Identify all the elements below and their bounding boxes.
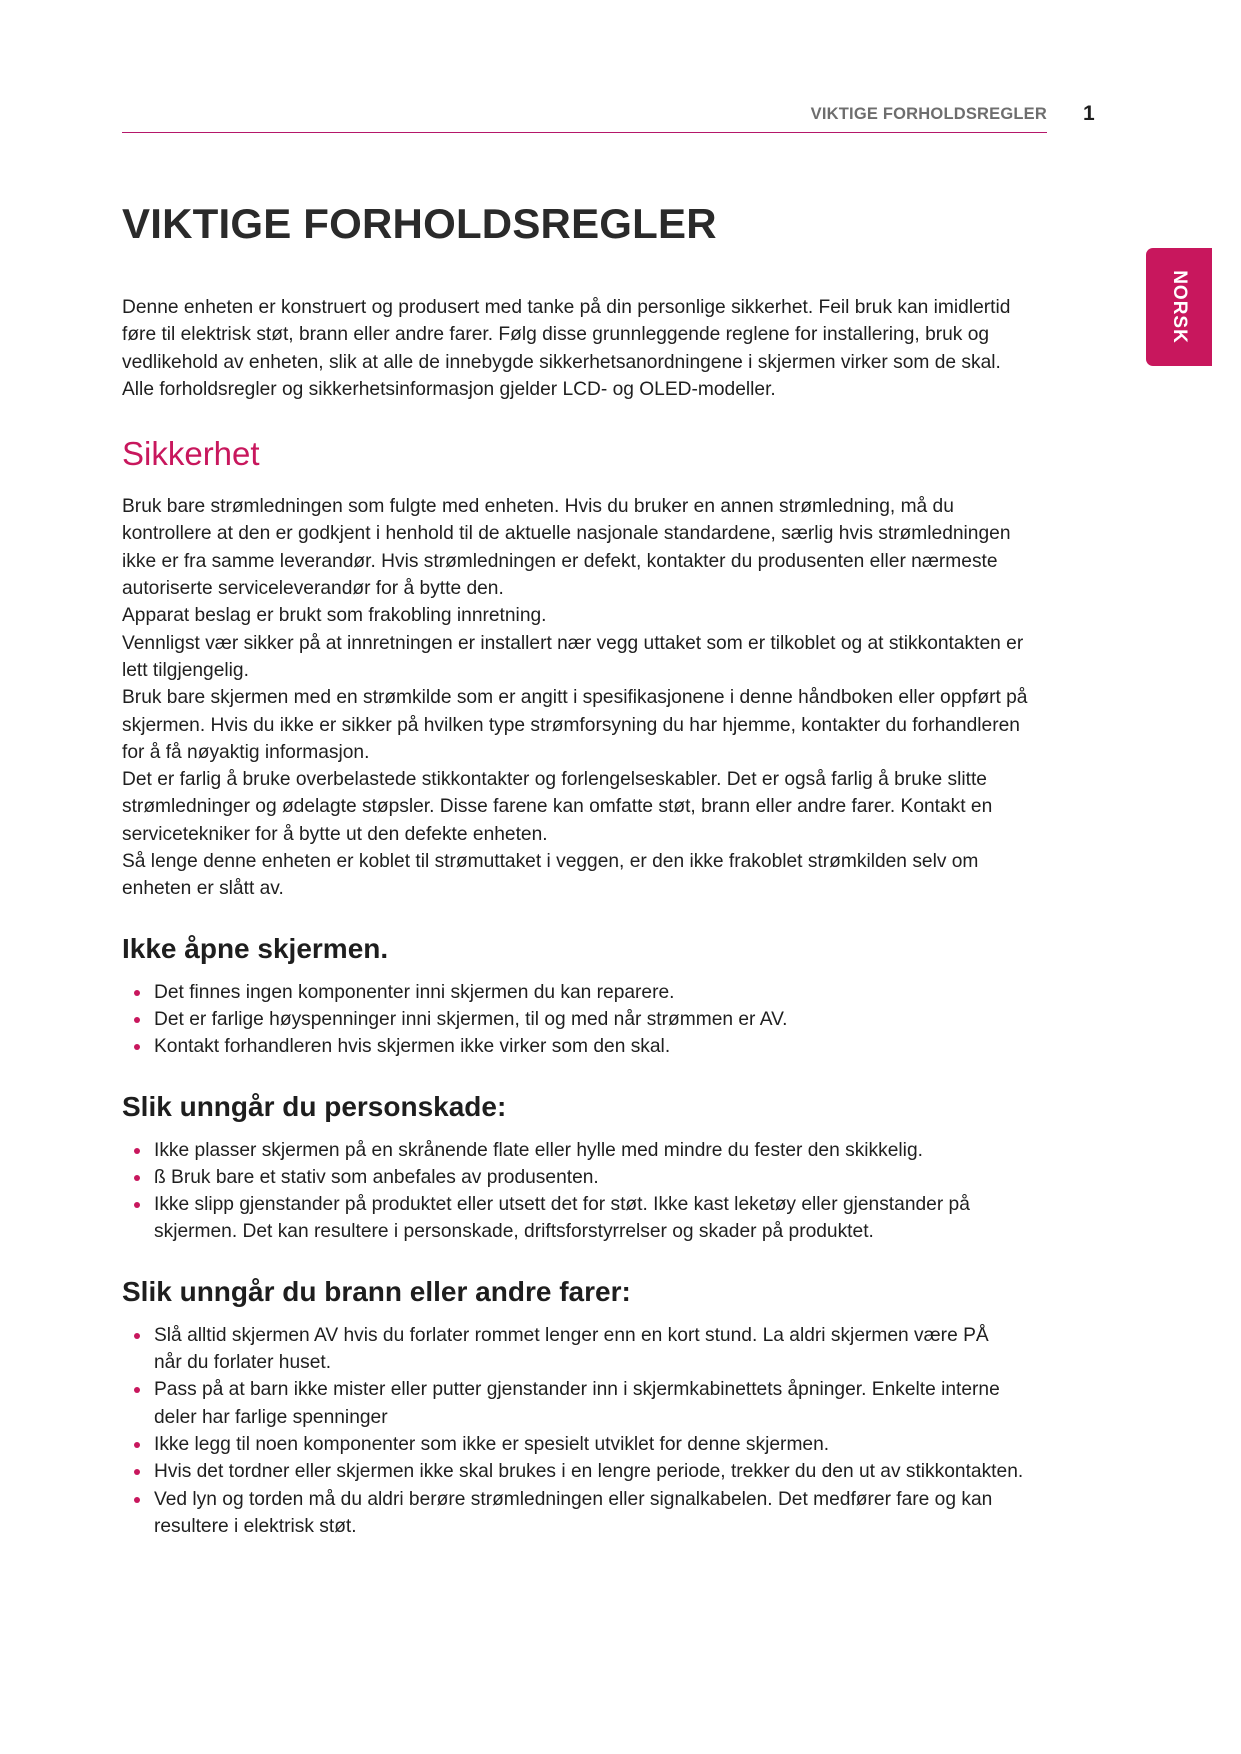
bullet-list [122, 1137, 1097, 1246]
safety-line: Bruk bare skjermen med en strømkilde som er angitt i spesifikasjonene i denne håndboken eller oppført på [122, 687, 1028, 709]
language-tab [1146, 248, 1212, 366]
safety-line: kontrollere at den er godkjent i henhold til de aktuelle nasjonale standardene, særlig hvis strømledningen [122, 523, 1011, 545]
safety-line: enheten er slått av. [122, 878, 284, 900]
safety-line: strømledninger og ødelagte støpsler. Disse farene kan omfatte støt, brann eller andre farer. Kontakt en [122, 796, 993, 818]
bullet-dot-icon [134, 1442, 140, 1448]
safety-line: Vennligst vær sikker på at innretningen er installert nær vegg uttaket som er tilkoblet og at stikkontakten er [122, 632, 1024, 654]
safety-line: autoriserte serviceleverandør for å bytte den. [122, 578, 504, 600]
page-title: VIKTIGE FORHOLDSREGLER [122, 200, 717, 247]
safety-line: skjermen. Hvis du ikke er sikker på hvilken type strømforsyning du har hjemme, kontakter du forhandleren [122, 714, 1020, 736]
list-item: Det er farlige høyspenninger inni skjermen, til og med når strømmen er AV. [122, 1006, 1097, 1033]
safety-line: Bruk bare strømledningen som fulgte med enheten. Hvis du bruker en annen strømledning, må du [122, 496, 954, 518]
list-item: Slå alltid skjermen AV hvis du forlater rommet lenger enn en kort stund. La aldri skjermen være PÅ når du forlater huset. [122, 1322, 1097, 1377]
bullet-list [122, 1322, 1097, 1540]
list-item: Ikke slipp gjenstander på produktet eller utsett det for støt. Ikke kast leketøy eller gjenstander på skjermen. Det kan resultere i personskade, driftsforstyrrelser og skader på produktet. [122, 1191, 1097, 1246]
section-heading-do-not-open: Ikke åpne skjermen. [122, 932, 389, 964]
intro-line: føre til elektrisk støt, brann eller andre farer. Følg disse grunnleggende reglene for installering, bruk og [122, 324, 990, 346]
language-tab-label: NORSK [1169, 270, 1190, 344]
list-item: Ved lyn og torden må du aldri berøre strømledningen eller signalkabelen. Det medfører fare og kan resultere i elektrisk støt. [122, 1486, 1097, 1541]
list-item: Det finnes ingen komponenter inni skjermen du kan reparere. [122, 979, 1097, 1006]
bullet-dot-icon [134, 1148, 140, 1154]
intro-paragraph [122, 294, 1097, 403]
intro-line: vedlikehold av enheten, slik at alle de innebygde sikkerhetsanordningene i skjermen virker som de skal. [122, 351, 1001, 373]
list-item: Ikke legg til noen komponenter som ikke er spesielt utviklet for denne skjermen. [122, 1431, 1097, 1458]
section-heading-avoid-injury: Slik unngår du personskade: [122, 1090, 507, 1122]
bullet-dot-icon [134, 1017, 140, 1023]
list-item: ß Bruk bare et stativ som anbefales av produsenten. [122, 1164, 1097, 1191]
section-heading-avoid-fire: Slik unngår du brann eller andre farer: [122, 1275, 631, 1307]
safety-line: Så lenge denne enheten er koblet til strømuttaket i veggen, er den ikke frakoblet strømkilden selv om [122, 851, 979, 873]
bullet-list [122, 979, 1097, 1061]
list-item: Kontakt forhandleren hvis skjermen ikke virker som den skal. [122, 1033, 1097, 1060]
safety-line: servicetekniker for å bytte ut den defekte enheten. [122, 823, 548, 845]
running-header [122, 96, 1047, 133]
bullet-dot-icon [134, 1333, 140, 1339]
safety-paragraph [122, 493, 1097, 902]
bullet-dot-icon [134, 1469, 140, 1475]
intro-line: Denne enheten er konstruert og produsert med tanke på din personlige sikkerhet. Feil bruk kan imidlertid [122, 297, 1011, 318]
bullet-dot-icon [134, 1175, 140, 1181]
list-item: Ikke plasser skjermen på en skrånende flate eller hylle med mindre du fester den skikkelig. [122, 1137, 1097, 1164]
safety-line: lett tilgjengelig. [122, 659, 249, 681]
list-item: Pass på at barn ikke mister eller putter gjenstander inn i skjermkabinettets åpninger. Enkelte interne deler har farlige spenninger [122, 1376, 1097, 1431]
running-header-title: VIKTIGE FORHOLDSREGLER [810, 105, 1047, 123]
bullet-dot-icon [134, 1202, 140, 1208]
page-number: 1 [1083, 102, 1095, 125]
safety-line: ikke er fra samme leverandør. Hvis strømledningen er defekt, kontakter du produsenten eller nærmeste [122, 550, 998, 572]
bullet-dot-icon [134, 1044, 140, 1050]
bullet-dot-icon [134, 1497, 140, 1503]
bullet-dot-icon [134, 1387, 140, 1393]
main-content [122, 196, 1097, 1540]
list-item: Hvis det tordner eller skjermen ikke skal brukes i en lengre periode, trekker du den ut av stikkontakten. [122, 1458, 1097, 1485]
safety-heading: Sikkerhet [122, 435, 260, 473]
intro-line: Alle forholdsregler og sikkerhetsinformasjon gjelder LCD- og OLED-modeller. [122, 378, 776, 400]
safety-line: Apparat beslag er brukt som frakobling innretning. [122, 605, 547, 627]
safety-line: for å få nøyaktig informasjon. [122, 741, 370, 763]
bullet-dot-icon [134, 990, 140, 996]
safety-line: Det er farlig å bruke overbelastede stikkontakter og forlengelseskabler. Det er også farlig å bruke slitte [122, 769, 987, 791]
